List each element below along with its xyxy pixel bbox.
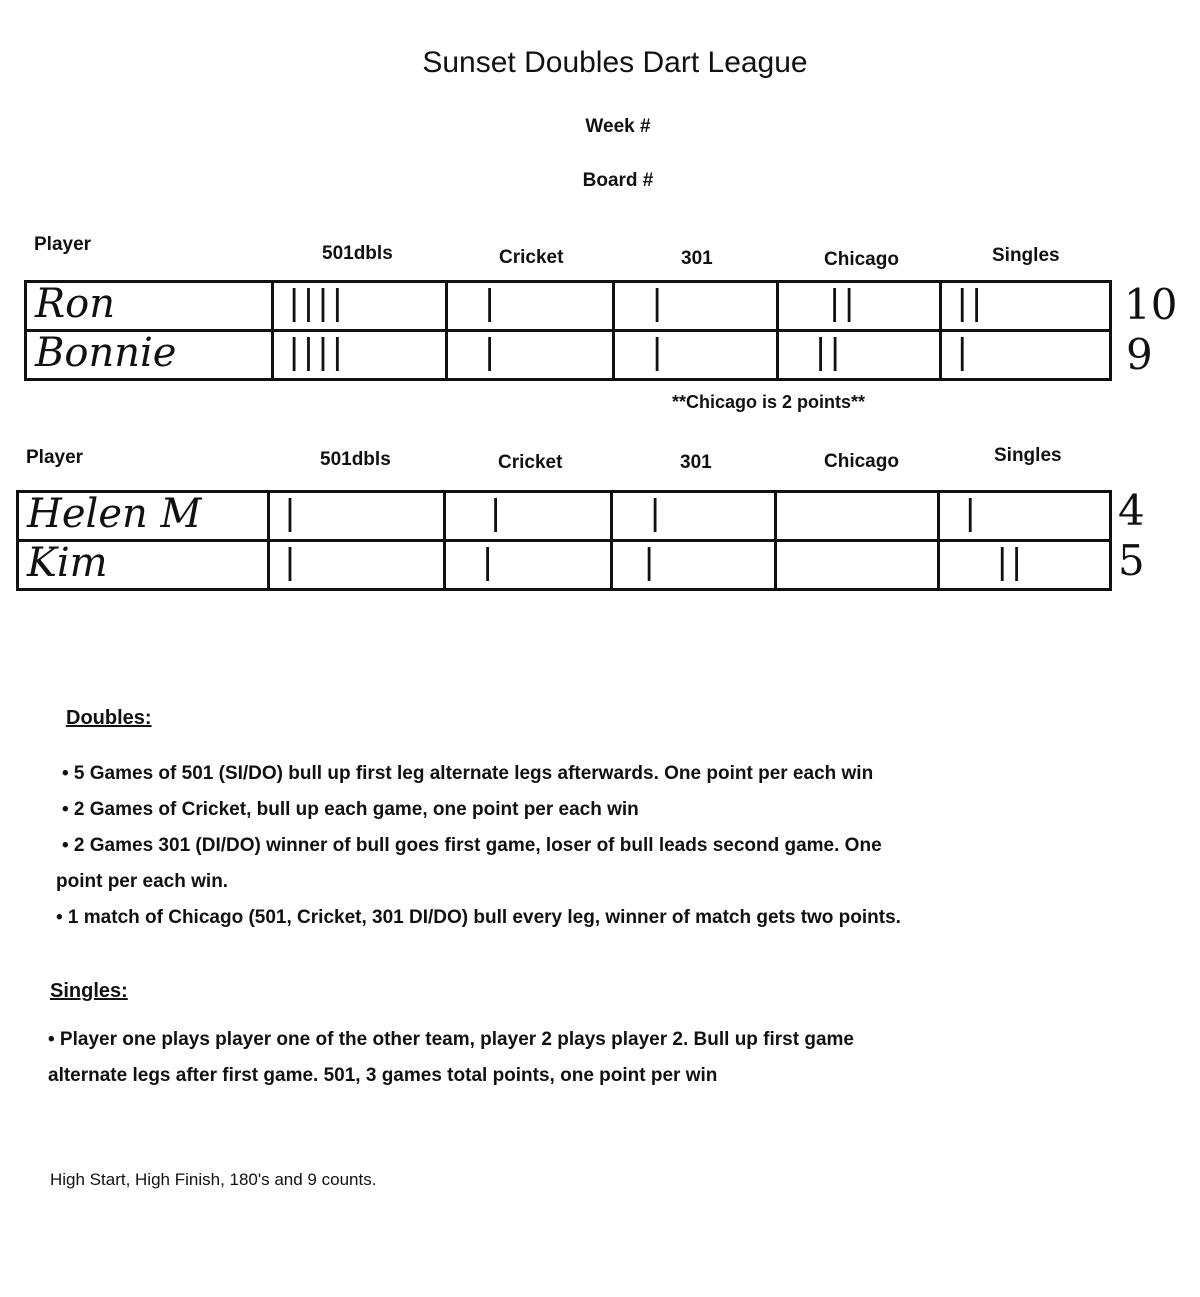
player-name: Ron bbox=[35, 281, 115, 327]
col-header-singles: Singles bbox=[994, 445, 1062, 466]
score-cell-chicago bbox=[777, 331, 941, 380]
board-label: Board # bbox=[582, 170, 654, 191]
col-header-player: Player bbox=[26, 447, 84, 468]
score-cell-301 bbox=[614, 331, 778, 380]
rule-line: • 2 Games 301 (DI/DO) winner of bull goes first game, loser of bull leads second game. One bbox=[62, 835, 882, 856]
tally-mark: | bbox=[649, 493, 664, 533]
score-cell-singles bbox=[941, 282, 1111, 331]
tally-mark: | bbox=[284, 493, 299, 533]
col-header-cricket: Cricket bbox=[499, 247, 564, 268]
col-header-chicago: Chicago bbox=[824, 249, 899, 270]
score-cell-cricket bbox=[446, 331, 614, 380]
score-cell-501dbls bbox=[269, 492, 445, 541]
tally-mark: | bbox=[489, 493, 505, 533]
player-cell bbox=[18, 492, 269, 541]
chicago-note: **Chicago is 2 points** bbox=[672, 392, 866, 412]
score-cell-chicago bbox=[775, 541, 939, 590]
tally-mark: | bbox=[284, 542, 299, 582]
rule-line: • Player one plays player one of the other team, player 2 plays player 2. Bull up first game bbox=[48, 1029, 854, 1050]
score-cell-singles bbox=[939, 541, 1111, 590]
score-cell-cricket bbox=[444, 492, 612, 541]
tally-mark: | bbox=[964, 493, 979, 533]
score-cell-chicago bbox=[777, 282, 941, 331]
row-total: 10 bbox=[1124, 280, 1178, 329]
rule-line: • 5 Games of 501 (SI/DO) bull up first leg alternate legs afterwards. One point per each win bbox=[62, 763, 874, 784]
rule-line: alternate legs after first game. 501, 3 games total points, one point per win bbox=[48, 1065, 718, 1086]
score-cell-501dbls bbox=[269, 541, 445, 590]
tally-mark: | bbox=[643, 542, 658, 582]
player-cell bbox=[26, 331, 273, 380]
score-cell-cricket bbox=[444, 541, 612, 590]
rule-line: • 2 Games of Cricket, bull up each game, one point per each win bbox=[62, 799, 639, 820]
col-header-501dbls: 501dbls bbox=[322, 243, 393, 264]
table-row bbox=[26, 331, 1111, 380]
col-header-chicago: Chicago bbox=[824, 451, 899, 472]
tally-mark: | bbox=[956, 332, 971, 372]
col-header-singles: Singles bbox=[992, 245, 1060, 266]
tally-mark: || bbox=[956, 283, 986, 323]
tally-mark: | bbox=[483, 283, 499, 323]
week-label: Week # bbox=[585, 116, 651, 137]
tally-mark: || bbox=[828, 283, 858, 323]
col-header-301: 301 bbox=[681, 248, 713, 269]
tally-mark: |||| bbox=[288, 283, 347, 323]
tally-mark: | bbox=[651, 332, 666, 372]
rule-line: point per each win. bbox=[56, 871, 229, 892]
table-row bbox=[18, 541, 1111, 590]
tally-mark: || bbox=[996, 542, 1026, 582]
score-cell-501dbls bbox=[273, 282, 447, 331]
team2-score-table bbox=[16, 490, 1112, 591]
player-name: Helen M bbox=[27, 491, 202, 537]
col-header-501dbls: 501dbls bbox=[320, 449, 391, 470]
score-cell-chicago bbox=[775, 492, 939, 541]
team1-score-table bbox=[24, 280, 1112, 381]
tally-mark: |||| bbox=[288, 332, 347, 372]
score-cell-501dbls bbox=[273, 331, 447, 380]
tally-mark: | bbox=[481, 542, 497, 582]
tally-mark: | bbox=[483, 332, 499, 372]
player-name: Kim bbox=[27, 540, 108, 586]
player-cell bbox=[18, 541, 269, 590]
rule-line: • 1 match of Chicago (501, Cricket, 301 DI/DO) bull every leg, winner of match gets two points. bbox=[56, 907, 901, 928]
footer-note: High Start, High Finish, 180's and 9 counts. bbox=[50, 1170, 377, 1189]
page-title: Sunset Doubles Dart League bbox=[422, 46, 808, 79]
score-cell-cricket bbox=[446, 282, 614, 331]
tally-mark: || bbox=[814, 332, 844, 372]
singles-heading: Singles: bbox=[50, 980, 128, 1002]
score-cell-singles bbox=[941, 331, 1111, 380]
score-cell-301 bbox=[612, 492, 776, 541]
doubles-rules bbox=[56, 756, 1056, 936]
col-header-301: 301 bbox=[680, 452, 712, 473]
row-total: 4 bbox=[1118, 486, 1145, 535]
table-row bbox=[26, 282, 1111, 331]
col-header-player: Player bbox=[34, 234, 92, 255]
row-total: 9 bbox=[1126, 330, 1153, 379]
score-cell-singles bbox=[939, 492, 1111, 541]
col-header-cricket: Cricket bbox=[498, 452, 563, 473]
score-cell-301 bbox=[612, 541, 776, 590]
player-cell bbox=[26, 282, 273, 331]
score-cell-301 bbox=[614, 282, 778, 331]
row-total: 5 bbox=[1118, 536, 1145, 585]
singles-rules bbox=[48, 1022, 1048, 1094]
doubles-heading: Doubles: bbox=[66, 707, 152, 729]
tally-mark: | bbox=[651, 283, 666, 323]
player-name: Bonnie bbox=[35, 330, 177, 376]
table-row bbox=[18, 492, 1111, 541]
